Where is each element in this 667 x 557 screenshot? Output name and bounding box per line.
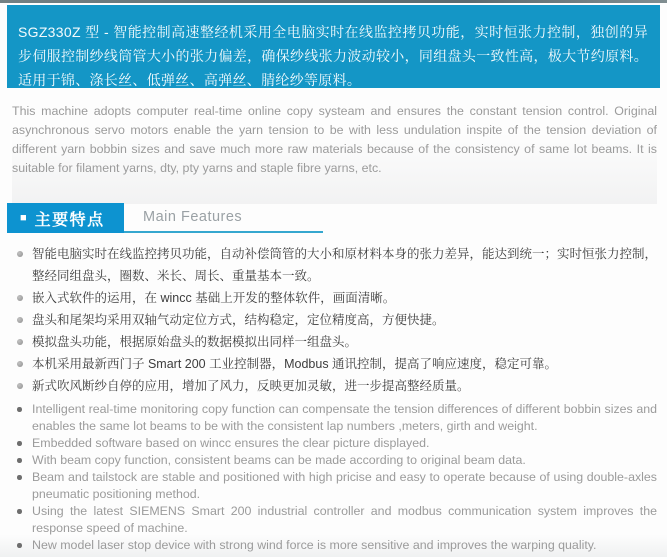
- product-intro-banner-zh: [7, 5, 660, 88]
- feature-list-en: [14, 401, 657, 554]
- circle-bullet-icon: [17, 317, 23, 323]
- feature-item-en: [14, 537, 657, 554]
- feature-item-en: [14, 401, 657, 435]
- section-title-en: Main Features: [143, 209, 243, 225]
- feature-text-zh: 模拟盘头功能，根据原始盘头的数据模拟出同样一组盘头。: [32, 335, 358, 349]
- dot-bullet-icon: [17, 475, 22, 480]
- dot-bullet-icon: [17, 509, 22, 514]
- feature-text-zh: 本机采用最新西门子 Smart 200 工业控制器，Modbus 通讯控制，提高了响应速度，稳定可靠。: [32, 357, 558, 371]
- feature-text-en: With beam copy function, consistent beams can be made according to original beam data.: [32, 453, 526, 467]
- main-features-section-header: [7, 203, 660, 233]
- feature-text-en: New model laser stop device with strong wind force is more sensitive and improves the warping quality.: [32, 538, 597, 552]
- feature-item-en: [14, 503, 657, 537]
- feature-text-en: Using the latest SIEMENS Smart 200 industrial controller and modbus communication system improves the response speed of machine.: [32, 504, 657, 535]
- feature-text-zh: 智能电脑实时在线监控拷贝功能，自动补偿筒管的大小和原材料本身的张力差异，能达到统一；实时恒张力控制，整经同组盘头，圈数、米长、周长、重量基本一致。: [32, 247, 658, 283]
- square-bullet-icon: ■: [20, 211, 27, 224]
- feature-item-zh: [14, 309, 657, 331]
- dot-bullet-icon: [17, 458, 22, 463]
- circle-bullet-icon: [17, 361, 23, 367]
- dot-bullet-icon: [17, 441, 22, 446]
- intro-text-en: This machine adopts computer real-time online copy systeam and ensures the constant tension control. Original asynchronous servo motors enable the yarn tension to be with less undulation inspite of the tension deviation of different yarn bobbin sizes and save much more raw materials because of the consistency of same lot beams. It is suitable for filament yarns, dty, pty yarns and staple fibre yarns, etc.: [12, 104, 657, 175]
- scan-top-edge: [0, 0, 667, 3]
- feature-item-zh: [14, 287, 657, 309]
- feature-text-en: Embedded software based on wincc ensures the clear picture displayed.: [32, 436, 430, 450]
- feature-item-en: [14, 435, 657, 452]
- feature-item-zh: [14, 243, 657, 287]
- section-title-block: [7, 203, 124, 233]
- section-title-zh: 主要特点: [34, 211, 105, 229]
- dot-bullet-icon: [17, 407, 22, 412]
- circle-bullet-icon: [17, 339, 23, 345]
- feature-item-zh: [14, 331, 657, 353]
- feature-text-en: Intelligent real-time monitoring copy function can compensate the tension differences of different bobbin sizes and enables the same lot beams to be with the consistent lap numbers ,meters, girth and weight.: [32, 402, 657, 433]
- product-intro-paragraph-en: [12, 102, 657, 204]
- feature-item-en: [14, 452, 657, 469]
- circle-bullet-icon: [17, 295, 23, 301]
- feature-text-zh: 新式吹风断纱自停的应用，增加了风力，反映更加灵敏，进一步提高整经质量。: [32, 379, 470, 393]
- feature-item-en: [14, 469, 657, 503]
- circle-bullet-icon: [17, 251, 23, 257]
- dot-bullet-icon: [17, 543, 22, 548]
- feature-item-zh: [14, 353, 657, 375]
- feature-text-en: Beam and tailstock are stable and positioned with high pricise and easy to operate because of using double-axles pneumatic positioning method.: [32, 470, 657, 501]
- banner-text-zh: SGZ330Z 型 - 智能控制高速整经机采用全电脑实时在线监控拷贝功能，实时恒张力控制，独创的异步伺服控制纱线筒管大小的张力偏差，确保纱线张力波动较小，同组盘头一致性高，极大节约原料。适用于锦、涤长丝、低弹丝、高弹丝、腈纶纱等原料。: [18, 24, 648, 88]
- feature-text-zh: 嵌入式软件的运用，在 wincc 基础上开发的整体软件，画面清晰。: [32, 291, 396, 305]
- feature-list-zh: [14, 243, 657, 397]
- feature-item-zh: [14, 375, 657, 397]
- circle-bullet-icon: [17, 383, 23, 389]
- feature-text-zh: 盘头和尾架均采用双轴气动定位方式，结构稳定，定位精度高，方便快捷。: [32, 313, 445, 327]
